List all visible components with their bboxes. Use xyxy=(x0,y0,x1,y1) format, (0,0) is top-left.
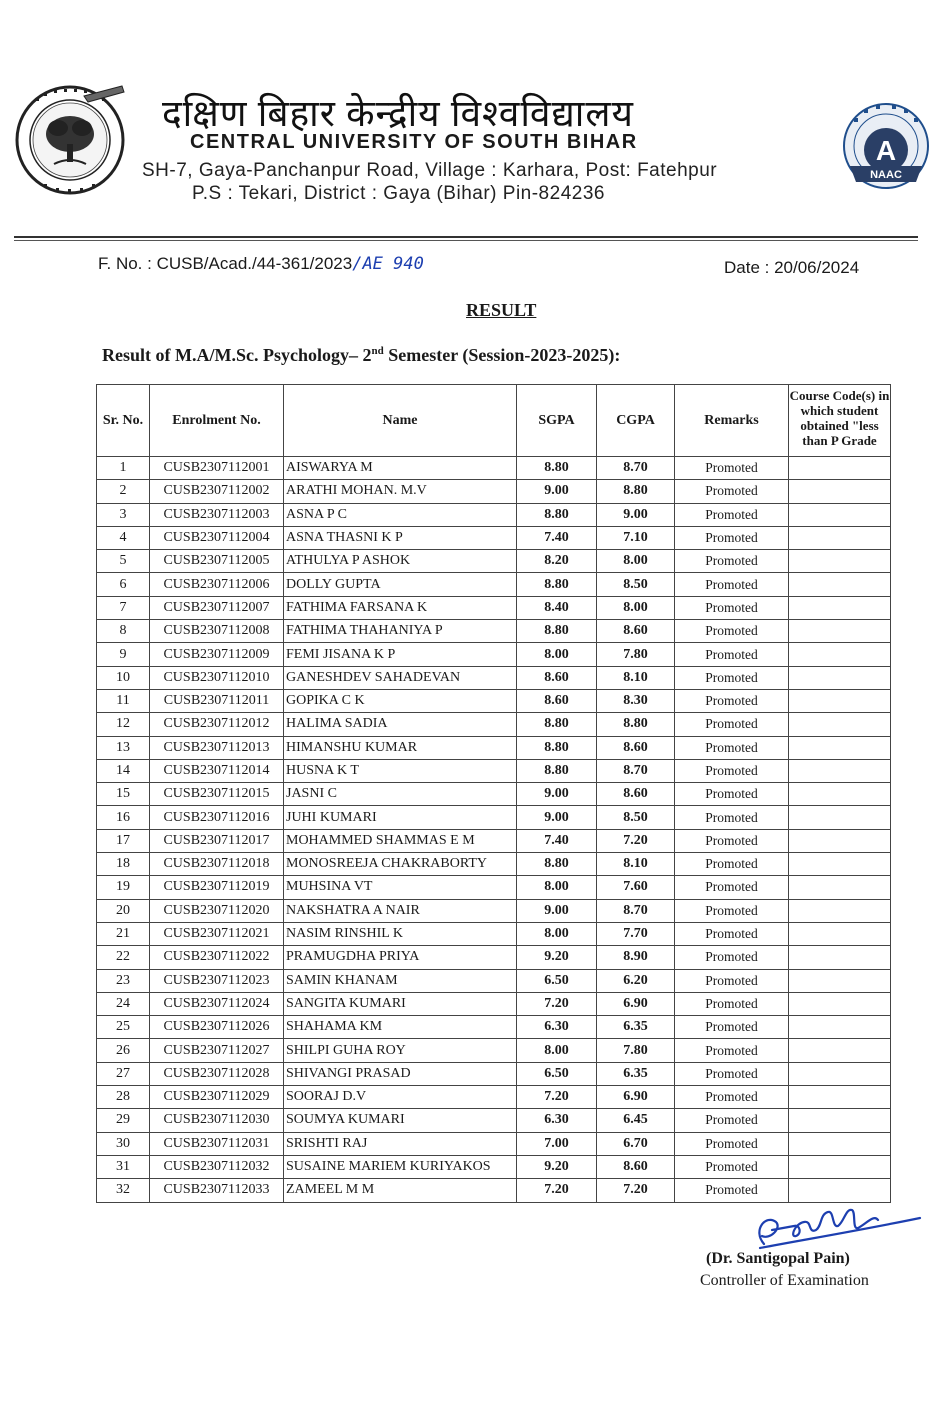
table-row xyxy=(97,783,891,806)
table-row xyxy=(97,480,891,503)
sr-no-cell: 5 xyxy=(97,550,150,573)
remarks-cell: Promoted xyxy=(675,969,789,992)
table-row xyxy=(97,759,891,782)
sr-no-cell: 29 xyxy=(97,1109,150,1132)
name-cell: MOHAMMED SHAMMAS E M xyxy=(284,829,517,852)
table-row xyxy=(97,1179,891,1202)
enrolment-cell: CUSB2307112024 xyxy=(150,992,284,1015)
sr-no-cell: 13 xyxy=(97,736,150,759)
course-codes-cell xyxy=(789,596,891,619)
enrolment-cell: CUSB2307112012 xyxy=(150,713,284,736)
cgpa-cell: 8.00 xyxy=(597,550,675,573)
sr-no-cell: 27 xyxy=(97,1062,150,1085)
sgpa-cell: 9.00 xyxy=(517,783,597,806)
sr-no-cell: 18 xyxy=(97,853,150,876)
sr-no-cell: 9 xyxy=(97,643,150,666)
table-row xyxy=(97,1155,891,1178)
naac-badge-icon xyxy=(840,100,932,208)
cgpa-cell: 8.70 xyxy=(597,899,675,922)
sr-no-cell: 15 xyxy=(97,783,150,806)
course-codes-cell xyxy=(789,736,891,759)
course-codes-cell xyxy=(789,1109,891,1132)
sr-no-cell: 23 xyxy=(97,969,150,992)
subtitle-prefix: Result of M.A/M.Sc. Psychology– 2 xyxy=(102,345,372,365)
name-cell: ASNA THASNI K P xyxy=(284,526,517,549)
table-row xyxy=(97,806,891,829)
course-codes-cell xyxy=(789,969,891,992)
enrolment-cell: CUSB2307112030 xyxy=(150,1109,284,1132)
course-codes-cell xyxy=(789,876,891,899)
remarks-cell: Promoted xyxy=(675,806,789,829)
sgpa-cell: 7.00 xyxy=(517,1132,597,1155)
enrolment-cell: CUSB2307112007 xyxy=(150,596,284,619)
page-title: RESULT xyxy=(466,300,537,320)
university-name-english: CENTRAL UNIVERSITY OF SOUTH BIHAR xyxy=(190,131,638,153)
header-cgpa: CGPA xyxy=(597,385,675,457)
enrolment-cell: CUSB2307112003 xyxy=(150,503,284,526)
course-codes-cell xyxy=(789,689,891,712)
name-cell: SAMIN KHANAM xyxy=(284,969,517,992)
enrolment-cell: CUSB2307112004 xyxy=(150,526,284,549)
course-codes-cell xyxy=(789,922,891,945)
signatory-designation: Controller of Examination xyxy=(700,1272,869,1289)
sgpa-cell: 8.20 xyxy=(517,550,597,573)
sgpa-cell: 9.00 xyxy=(517,480,597,503)
sgpa-cell: 7.20 xyxy=(517,1179,597,1202)
course-codes-cell xyxy=(789,526,891,549)
cgpa-cell: 6.70 xyxy=(597,1132,675,1155)
table-row xyxy=(97,829,891,852)
remarks-cell: Promoted xyxy=(675,1179,789,1202)
sr-no-cell: 4 xyxy=(97,526,150,549)
sr-no-cell: 10 xyxy=(97,666,150,689)
course-codes-cell xyxy=(789,1155,891,1178)
subtitle-suffix: Semester (Session-2023-2025): xyxy=(383,345,621,365)
enrolment-cell: CUSB2307112008 xyxy=(150,620,284,643)
table-body xyxy=(97,457,891,1203)
signatory-name: (Dr. Santigopal Pain) xyxy=(706,1250,850,1267)
sgpa-cell: 9.20 xyxy=(517,1155,597,1178)
remarks-cell: Promoted xyxy=(675,526,789,549)
table-row xyxy=(97,503,891,526)
remarks-cell: Promoted xyxy=(675,992,789,1015)
name-cell: ARATHI MOHAN. M.V xyxy=(284,480,517,503)
sr-no-cell: 11 xyxy=(97,689,150,712)
sr-no-cell: 22 xyxy=(97,946,150,969)
name-cell: MUHSINA VT xyxy=(284,876,517,899)
sr-no-cell: 17 xyxy=(97,829,150,852)
remarks-cell: Promoted xyxy=(675,759,789,782)
header-course-codes: Course Code(s) in which student obtained "less than P Grade xyxy=(789,385,891,457)
name-cell: ASNA P C xyxy=(284,503,517,526)
sgpa-cell: 7.40 xyxy=(517,829,597,852)
cgpa-cell: 6.90 xyxy=(597,1086,675,1109)
course-codes-cell xyxy=(789,806,891,829)
table-row xyxy=(97,643,891,666)
sr-no-cell: 25 xyxy=(97,1016,150,1039)
course-codes-cell xyxy=(789,759,891,782)
sr-no-cell: 16 xyxy=(97,806,150,829)
enrolment-cell: CUSB2307112026 xyxy=(150,1016,284,1039)
table-row xyxy=(97,946,891,969)
sgpa-cell: 8.80 xyxy=(517,620,597,643)
remarks-cell: Promoted xyxy=(675,876,789,899)
naac-grade: A xyxy=(875,135,897,166)
cgpa-cell: 8.60 xyxy=(597,783,675,806)
table-row xyxy=(97,573,891,596)
remarks-cell: Promoted xyxy=(675,922,789,945)
sr-no-cell: 12 xyxy=(97,713,150,736)
name-cell: SANGITA KUMARI xyxy=(284,992,517,1015)
sgpa-cell: 8.60 xyxy=(517,666,597,689)
table-row xyxy=(97,1062,891,1085)
cgpa-cell: 6.35 xyxy=(597,1062,675,1085)
enrolment-cell: CUSB2307112021 xyxy=(150,922,284,945)
sr-no-cell: 21 xyxy=(97,922,150,945)
course-codes-cell xyxy=(789,899,891,922)
cgpa-cell: 8.70 xyxy=(597,457,675,480)
sr-no-cell: 8 xyxy=(97,620,150,643)
sr-no-cell: 24 xyxy=(97,992,150,1015)
header-remarks: Remarks xyxy=(675,385,789,457)
cgpa-cell: 6.90 xyxy=(597,992,675,1015)
table-row xyxy=(97,969,891,992)
remarks-cell: Promoted xyxy=(675,1132,789,1155)
course-codes-cell xyxy=(789,550,891,573)
cgpa-cell: 8.60 xyxy=(597,736,675,759)
sgpa-cell: 7.20 xyxy=(517,992,597,1015)
name-cell: ATHULYA P ASHOK xyxy=(284,550,517,573)
table-row xyxy=(97,689,891,712)
sgpa-cell: 9.00 xyxy=(517,899,597,922)
course-codes-cell xyxy=(789,620,891,643)
sgpa-cell: 8.80 xyxy=(517,503,597,526)
address-line-2: P.S : Tekari, District : Gaya (Bihar) Pin-824236 xyxy=(192,183,605,204)
remarks-cell: Promoted xyxy=(675,1086,789,1109)
name-cell: DOLLY GUPTA xyxy=(284,573,517,596)
subtitle-superscript: nd xyxy=(371,345,384,357)
cgpa-cell: 8.80 xyxy=(597,713,675,736)
table-row xyxy=(97,922,891,945)
cgpa-cell: 7.70 xyxy=(597,922,675,945)
address-line-1: SH-7, Gaya-Panchanpur Road, Village : Karhara, Post: Fatehpur xyxy=(142,160,718,181)
sr-no-cell: 3 xyxy=(97,503,150,526)
name-cell: SOUMYA KUMARI xyxy=(284,1109,517,1132)
sgpa-cell: 8.80 xyxy=(517,713,597,736)
course-codes-cell xyxy=(789,1039,891,1062)
sgpa-cell: 8.00 xyxy=(517,1039,597,1062)
remarks-cell: Promoted xyxy=(675,550,789,573)
sr-no-cell: 32 xyxy=(97,1179,150,1202)
table-row xyxy=(97,1039,891,1062)
enrolment-cell: CUSB2307112011 xyxy=(150,689,284,712)
remarks-cell: Promoted xyxy=(675,829,789,852)
sr-no-cell: 26 xyxy=(97,1039,150,1062)
table-row xyxy=(97,992,891,1015)
cgpa-cell: 8.70 xyxy=(597,759,675,782)
course-codes-cell xyxy=(789,503,891,526)
name-cell: PRAMUGDHA PRIYA xyxy=(284,946,517,969)
course-codes-cell xyxy=(789,1062,891,1085)
table-row xyxy=(97,899,891,922)
sr-no-cell: 31 xyxy=(97,1155,150,1178)
table-row xyxy=(97,550,891,573)
cgpa-cell: 6.20 xyxy=(597,969,675,992)
sgpa-cell: 7.20 xyxy=(517,1086,597,1109)
enrolment-cell: CUSB2307112019 xyxy=(150,876,284,899)
table-row xyxy=(97,876,891,899)
table-row xyxy=(97,457,891,480)
enrolment-cell: CUSB2307112022 xyxy=(150,946,284,969)
name-cell: HIMANSHU KUMAR xyxy=(284,736,517,759)
name-cell: ZAMEEL M M xyxy=(284,1179,517,1202)
name-cell: AISWARYA M xyxy=(284,457,517,480)
sr-no-cell: 7 xyxy=(97,596,150,619)
enrolment-cell: CUSB2307112017 xyxy=(150,829,284,852)
enrolment-cell: CUSB2307112018 xyxy=(150,853,284,876)
remarks-cell: Promoted xyxy=(675,1039,789,1062)
table-row xyxy=(97,853,891,876)
course-codes-cell xyxy=(789,853,891,876)
naac-label: NAAC xyxy=(870,169,902,181)
course-codes-cell xyxy=(789,643,891,666)
enrolment-cell: CUSB2307112016 xyxy=(150,806,284,829)
name-cell: GOPIKA C K xyxy=(284,689,517,712)
table-row xyxy=(97,1132,891,1155)
course-codes-cell xyxy=(789,992,891,1015)
sgpa-cell: 9.00 xyxy=(517,806,597,829)
course-codes-cell xyxy=(789,946,891,969)
remarks-cell: Promoted xyxy=(675,689,789,712)
remarks-cell: Promoted xyxy=(675,666,789,689)
remarks-cell: Promoted xyxy=(675,643,789,666)
header-enrolment-no: Enrolment No. xyxy=(150,385,284,457)
cgpa-cell: 8.10 xyxy=(597,666,675,689)
cgpa-cell: 7.80 xyxy=(597,1039,675,1062)
cgpa-cell: 7.10 xyxy=(597,526,675,549)
name-cell: FATHIMA THAHANIYA P xyxy=(284,620,517,643)
sr-no-cell: 14 xyxy=(97,759,150,782)
name-cell: JASNI C xyxy=(284,783,517,806)
enrolment-cell: CUSB2307112033 xyxy=(150,1179,284,1202)
cgpa-cell: 7.80 xyxy=(597,643,675,666)
name-cell: MONOSREEJA CHAKRABORTY xyxy=(284,853,517,876)
sgpa-cell: 8.00 xyxy=(517,922,597,945)
name-cell: JUHI KUMARI xyxy=(284,806,517,829)
table-row xyxy=(97,666,891,689)
enrolment-cell: CUSB2307112028 xyxy=(150,1062,284,1085)
file-number xyxy=(98,254,424,274)
table-row xyxy=(97,1016,891,1039)
cgpa-cell: 7.60 xyxy=(597,876,675,899)
cgpa-cell: 8.10 xyxy=(597,853,675,876)
course-codes-cell xyxy=(789,1179,891,1202)
remarks-cell: Promoted xyxy=(675,457,789,480)
cgpa-cell: 8.50 xyxy=(597,806,675,829)
remarks-cell: Promoted xyxy=(675,1109,789,1132)
enrolment-cell: CUSB2307112002 xyxy=(150,480,284,503)
sr-no-cell: 19 xyxy=(97,876,150,899)
table-row xyxy=(97,526,891,549)
name-cell: FEMI JISANA K P xyxy=(284,643,517,666)
remarks-cell: Promoted xyxy=(675,946,789,969)
cgpa-cell: 6.35 xyxy=(597,1016,675,1039)
sr-no-cell: 2 xyxy=(97,480,150,503)
header-name: Name xyxy=(284,385,517,457)
course-codes-cell xyxy=(789,783,891,806)
enrolment-cell: CUSB2307112020 xyxy=(150,899,284,922)
table-row xyxy=(97,736,891,759)
enrolment-cell: CUSB2307112005 xyxy=(150,550,284,573)
issue-date: Date : 20/06/2024 xyxy=(724,258,860,277)
table-row xyxy=(97,1086,891,1109)
sgpa-cell: 6.50 xyxy=(517,1062,597,1085)
sgpa-cell: 8.00 xyxy=(517,643,597,666)
remarks-cell: Promoted xyxy=(675,596,789,619)
header-divider-thin xyxy=(14,240,918,241)
remarks-cell: Promoted xyxy=(675,899,789,922)
enrolment-cell: CUSB2307112009 xyxy=(150,643,284,666)
sr-no-cell: 28 xyxy=(97,1086,150,1109)
remarks-cell: Promoted xyxy=(675,1155,789,1178)
remarks-cell: Promoted xyxy=(675,620,789,643)
cgpa-cell: 8.60 xyxy=(597,620,675,643)
sgpa-cell: 8.60 xyxy=(517,689,597,712)
table-row xyxy=(97,596,891,619)
name-cell: HUSNA K T xyxy=(284,759,517,782)
table-row xyxy=(97,1109,891,1132)
sgpa-cell: 9.20 xyxy=(517,946,597,969)
enrolment-cell: CUSB2307112006 xyxy=(150,573,284,596)
sgpa-cell: 8.80 xyxy=(517,457,597,480)
enrolment-cell: CUSB2307112029 xyxy=(150,1086,284,1109)
course-codes-cell xyxy=(789,666,891,689)
table-header-row xyxy=(97,385,891,457)
course-codes-cell xyxy=(789,713,891,736)
university-name-hindi: दक्षिण बिहार केन्द्रीय विश्वविद्यालय xyxy=(162,94,634,135)
sgpa-cell: 6.30 xyxy=(517,1016,597,1039)
course-codes-cell xyxy=(789,480,891,503)
course-codes-cell xyxy=(789,573,891,596)
enrolment-cell: CUSB2307112014 xyxy=(150,759,284,782)
header-divider xyxy=(14,236,918,238)
name-cell: FATHIMA FARSANA K xyxy=(284,596,517,619)
sgpa-cell: 8.80 xyxy=(517,853,597,876)
enrolment-cell: CUSB2307112001 xyxy=(150,457,284,480)
name-cell: NAKSHATRA A NAIR xyxy=(284,899,517,922)
cgpa-cell: 8.00 xyxy=(597,596,675,619)
remarks-cell: Promoted xyxy=(675,713,789,736)
remarks-cell: Promoted xyxy=(675,1062,789,1085)
cgpa-cell: 8.60 xyxy=(597,1155,675,1178)
name-cell: SOORAJ D.V xyxy=(284,1086,517,1109)
remarks-cell: Promoted xyxy=(675,480,789,503)
sgpa-cell: 6.30 xyxy=(517,1109,597,1132)
enrolment-cell: CUSB2307112013 xyxy=(150,736,284,759)
sgpa-cell: 8.00 xyxy=(517,876,597,899)
cgpa-cell: 8.50 xyxy=(597,573,675,596)
remarks-cell: Promoted xyxy=(675,853,789,876)
cgpa-cell: 7.20 xyxy=(597,829,675,852)
enrolment-cell: CUSB2307112027 xyxy=(150,1039,284,1062)
cgpa-cell: 9.00 xyxy=(597,503,675,526)
sgpa-cell: 7.40 xyxy=(517,526,597,549)
sr-no-cell: 6 xyxy=(97,573,150,596)
enrolment-cell: CUSB2307112023 xyxy=(150,969,284,992)
enrolment-cell: CUSB2307112015 xyxy=(150,783,284,806)
result-subtitle xyxy=(102,345,620,366)
cgpa-cell: 6.45 xyxy=(597,1109,675,1132)
remarks-cell: Promoted xyxy=(675,1016,789,1039)
sgpa-cell: 8.40 xyxy=(517,596,597,619)
course-codes-cell xyxy=(789,829,891,852)
table-row xyxy=(97,713,891,736)
header-sgpa: SGPA xyxy=(517,385,597,457)
sgpa-cell: 8.80 xyxy=(517,759,597,782)
name-cell: NASIM RINSHIL K xyxy=(284,922,517,945)
enrolment-cell: CUSB2307112010 xyxy=(150,666,284,689)
sr-no-cell: 1 xyxy=(97,457,150,480)
name-cell: SRISHTI RAJ xyxy=(284,1132,517,1155)
cgpa-cell: 7.20 xyxy=(597,1179,675,1202)
cgpa-cell: 8.80 xyxy=(597,480,675,503)
course-codes-cell xyxy=(789,1086,891,1109)
name-cell: SHAHAMA KM xyxy=(284,1016,517,1039)
sgpa-cell: 8.80 xyxy=(517,573,597,596)
table-row xyxy=(97,620,891,643)
name-cell: SHIVANGI PRASAD xyxy=(284,1062,517,1085)
sr-no-cell: 30 xyxy=(97,1132,150,1155)
sgpa-cell: 6.50 xyxy=(517,969,597,992)
enrolment-cell: CUSB2307112031 xyxy=(150,1132,284,1155)
cgpa-cell: 8.90 xyxy=(597,946,675,969)
name-cell: SUSAINE MARIEM KURIYAKOS xyxy=(284,1155,517,1178)
header-sr-no: Sr. No. xyxy=(97,385,150,457)
course-codes-cell xyxy=(789,1132,891,1155)
file-number-handwritten: /AE 940 xyxy=(352,254,424,274)
cgpa-cell: 8.30 xyxy=(597,689,675,712)
remarks-cell: Promoted xyxy=(675,736,789,759)
file-number-text: F. No. : CUSB/Acad./44-361/2023 xyxy=(98,254,353,273)
course-codes-cell xyxy=(789,1016,891,1039)
name-cell: GANESHDEV SAHADEVAN xyxy=(284,666,517,689)
remarks-cell: Promoted xyxy=(675,573,789,596)
enrolment-cell: CUSB2307112032 xyxy=(150,1155,284,1178)
university-seal-icon xyxy=(14,84,126,196)
course-codes-cell xyxy=(789,457,891,480)
remarks-cell: Promoted xyxy=(675,503,789,526)
name-cell: HALIMA SADIA xyxy=(284,713,517,736)
results-table xyxy=(96,384,891,1203)
name-cell: SHILPI GUHA ROY xyxy=(284,1039,517,1062)
sgpa-cell: 8.80 xyxy=(517,736,597,759)
remarks-cell: Promoted xyxy=(675,783,789,806)
sr-no-cell: 20 xyxy=(97,899,150,922)
